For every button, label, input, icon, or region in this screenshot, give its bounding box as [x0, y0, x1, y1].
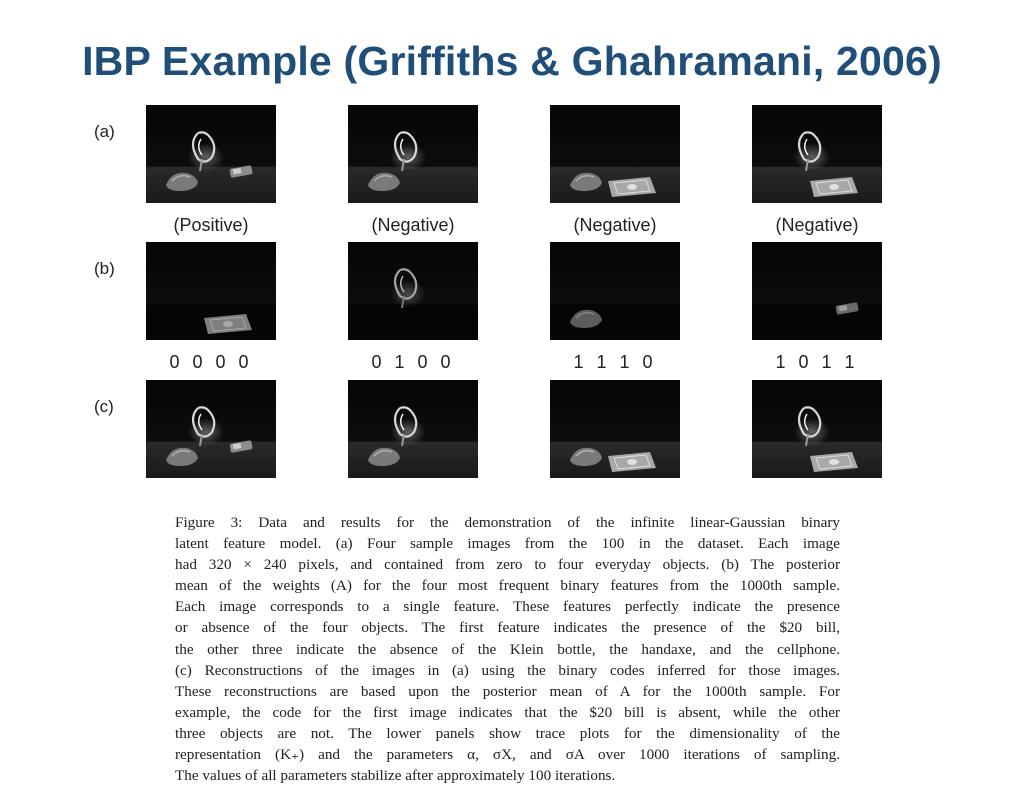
panel-image: [146, 105, 276, 203]
reconstruction-image-3: [550, 380, 680, 478]
panel-image: [550, 105, 680, 203]
caption-line: example, the code for the first image indicates that the $20 bill is absent, while the other: [175, 703, 840, 721]
panel-background: [550, 242, 680, 340]
bill-portrait: [627, 184, 637, 190]
row-label-c: (c): [94, 397, 114, 416]
caption-line: had 320 × 240 pixels, and contained from zero to four everyday objects. (b) The posterior: [175, 556, 840, 574]
posterior-label-4: (Negative): [775, 215, 859, 235]
panel-image: [752, 242, 882, 340]
caption-line: Each image corresponds to a single feature. These features perfectly indicate the presence: [175, 598, 840, 616]
feature-weight-image-4: [752, 242, 882, 340]
binary-code-3: 1 1 1 0: [573, 352, 657, 372]
reconstruction-image-4: [752, 380, 882, 478]
bill-portrait: [223, 321, 233, 327]
bill-portrait: [829, 184, 839, 190]
figure-caption: [175, 512, 840, 786]
panel-image: [348, 105, 478, 203]
caption-line: Figure 3: Data and results for the demonstration of the infinite linear-Gaussian binary: [175, 514, 840, 531]
panel-background: [752, 242, 882, 340]
panel-image: [550, 242, 680, 340]
panel-image: [348, 242, 478, 340]
sample-image-1: [146, 105, 276, 203]
panel-image: [752, 380, 882, 478]
caption-line: mean of the weights (A) for the four most frequent binary features from the 1000th sample.: [175, 577, 840, 595]
feature-weight-image-1: [146, 242, 276, 340]
feature-weight-image-3: [550, 242, 680, 340]
feature-weight-image-2: [348, 242, 478, 340]
sample-image-2: [348, 105, 478, 203]
panel-image: [146, 242, 276, 340]
panel-image: [146, 380, 276, 478]
posterior-label-2: (Negative): [371, 215, 455, 235]
panel-image: [348, 380, 478, 478]
caption-line: three objects are not. The lower panels show trace plots for the dimensionality of the: [175, 724, 840, 742]
reconstruction-image-1: [146, 380, 276, 478]
row-label-b: (b): [94, 259, 115, 278]
posterior-label-1: (Positive): [173, 215, 249, 235]
caption-line: These reconstructions are based upon the posterior mean of A for the 1000th sample. For: [175, 682, 840, 700]
bill-portrait: [627, 459, 637, 465]
sample-image-4: [752, 105, 882, 203]
bill-portrait: [829, 459, 839, 465]
caption-line: or absence of the four objects. The first feature indicates the presence of the $20 bill,: [175, 619, 840, 637]
row-label-a: (a): [94, 122, 115, 141]
reconstruction-image-2: [348, 380, 478, 478]
caption-line: latent feature model. (a) Four sample images from the 100 in the dataset. Each image: [175, 535, 840, 553]
slide-title: IBP Example (Griffiths & Ghahramani, 2006): [82, 38, 942, 84]
sample-image-3: [550, 105, 680, 203]
binary-code-2: 0 1 0 0: [371, 352, 455, 372]
panel-image: [550, 380, 680, 478]
caption-line: representation (K₊) and the parameters α, σX, and σA over 1000 iterations of sampling.: [175, 746, 840, 764]
panel-image: [752, 105, 882, 203]
caption-line: (c) Reconstructions of the images in (a) using the binary codes inferred for those images.: [175, 661, 840, 679]
posterior-label-3: (Negative): [573, 215, 657, 235]
binary-code-1: 0 0 0 0: [169, 352, 253, 372]
caption-line: The values of all parameters stabilize after approximately 100 iterations.: [175, 767, 616, 785]
binary-code-4: 1 0 1 1: [775, 352, 859, 372]
caption-line: the other three indicate the absence of the Klein bottle, the handaxe, and the cellphone.: [175, 640, 840, 658]
